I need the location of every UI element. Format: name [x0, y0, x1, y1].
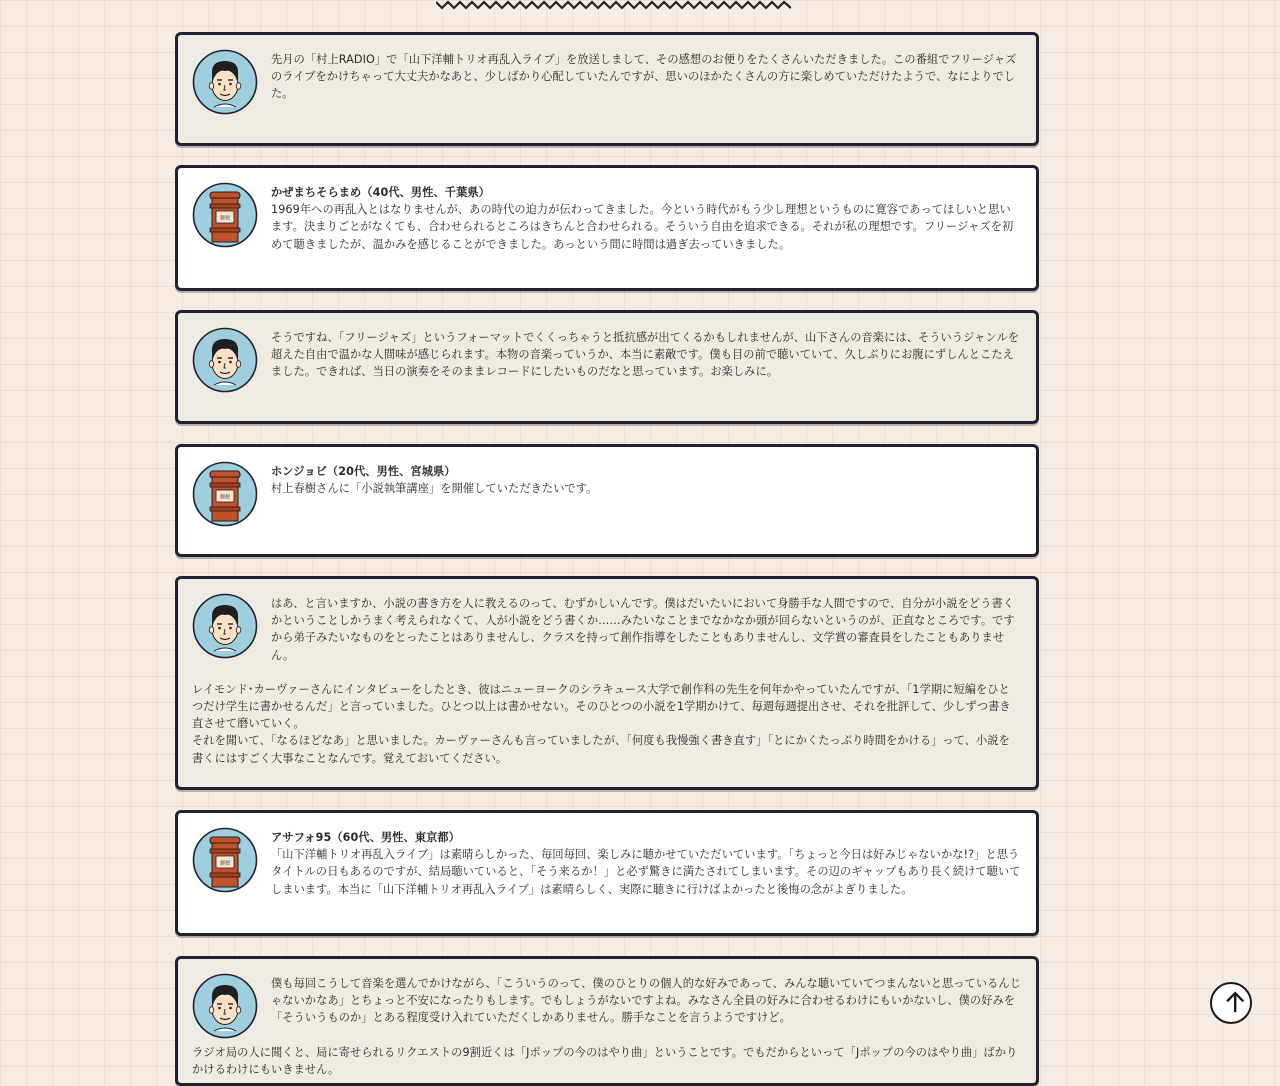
message-body	[271, 447, 1036, 497]
listener-message-card	[175, 810, 1039, 936]
listener-name: ホンジョビ（20代、男性、宮城県）	[271, 465, 456, 478]
message-continuation	[192, 681, 1036, 767]
listener-message-card	[175, 444, 1039, 557]
message-body	[271, 579, 1036, 664]
message-paragraph: 1969年への再乱入とはなりませんが、あの時代の迫力が伝わってきました。今という時代がもう少し理想というものに寛容であってほしいと思います。決まりごとがなくても、合わせられるところはきちんと合わせられる。そういう自由を追求できる。それが私の理想です。フリージャズを初めて聴きましたが、温かみを感じることができました。あっという間に時間は過ぎ去っていきました。	[271, 203, 1014, 251]
message-paragraph: 村上春樹さんに「小説執筆講座」を開催していただきたいです。	[271, 482, 598, 496]
host-message-card	[175, 576, 1039, 790]
back-to-top-button[interactable]	[1210, 982, 1252, 1024]
host-message-card	[175, 32, 1039, 146]
murakami-portrait-icon	[192, 973, 258, 1039]
message-paragraph: 「山下洋輔トリオ再乱入ライブ」は素晴らしかった、毎回毎回、楽しみに聴かせていただいています。「ちょっと今日は好みじゃないかな!?」と思うタイトルの日もあるのですが、結局聴いていると、「そう来るか！」と必ず驚きに満たされてしまいます。その辺のギャップもあり長く続けて聴いてしまいます。本当に「山下洋輔トリオ再乱入ライブ」は素晴らしく、実際に聴きに行けばよかったと後悔の念がよぎりました。	[271, 848, 1021, 896]
message-paragraph: そうですね、「フリージャズ」というフォーマットでくくっちゃうと抵抗感が出てくるかもしれませんが、山下さんの音楽には、そういうジャンルを超えた自由で温かな人間味が感じられます。本物の音楽っていうか、本当に素敵です。僕も目の前で聴いていて、久しぶりにお腹にずしんとこたえました。できれば、当日の演奏をそのままレコードにしたいものだなと思っています。お楽しみに。	[271, 331, 1020, 379]
message-paragraph: レイモンド･カーヴァーさんにインタビューをしたとき、彼はニューヨークのシラキュース大学で創作科の先生を何年かやっていたんですが、「1学期に短編をひとつだけ学生に書かせるんだ」と言っていました。ひとつ以上は書かせない。そのひとつの小説を1学期かけて、毎週毎週提出させ、それを批評して、少しずつ書き直させて磨いていく。	[192, 682, 1011, 731]
listener-name: かぜまちそらまめ（40代、男性、千葉県）	[271, 186, 490, 199]
murakami-portrait-icon	[192, 593, 258, 659]
postbox-icon	[192, 827, 258, 893]
message-body	[271, 313, 1036, 381]
message-body	[271, 168, 1036, 253]
message-paragraph: 僕も毎回こうして音楽を選んでかけながら、「こういうのって、僕のひとりの個人的な好みであって、みんな聴いていてつまんないと思っているんじゃないかなあ」とちょっと不安になったりもします。でもしょうがないですよね。みなさん全員の好みに合わせるわけにもいかないし、僕の好みを「そういうものか」とある程度受け入れていただくしかありません。勝手なことを言うようですけど。	[271, 977, 1021, 1025]
murakami-portrait-icon	[192, 49, 258, 115]
message-paragraph: それを聞いて、「なるほどなあ」と思いました。カーヴァーさんも言っていましたが、「何度も我慢強く書き直す」「とにかくたっぷり時間をかける」って、小説を書くにはすごく大事なことなんです。覚えておいてください。	[192, 734, 1010, 765]
message-body	[271, 35, 1036, 103]
message-body	[271, 813, 1036, 898]
postbox-icon	[192, 182, 258, 248]
listener-name: アサフォ95（60代、男性、東京都）	[271, 831, 461, 844]
listener-message-card	[175, 165, 1039, 291]
message-continuation	[192, 1044, 1036, 1078]
message-body	[271, 959, 1036, 1027]
postbox-label: 郵便	[219, 494, 231, 501]
zigzag-divider	[436, 0, 791, 10]
message-paragraph: ラジオ局の人に聞くと、局に寄せられるリクエストの9割近くは「Jポップの今のはやり曲」ということです。でもだからといって「Jポップの今のはやり曲」ばかりかけるわけにもいきません。	[192, 1045, 1018, 1076]
host-message-card	[175, 310, 1039, 424]
postbox-label: 郵便	[219, 860, 231, 867]
murakami-portrait-icon	[192, 327, 258, 393]
message-paragraph: はあ、と言いますか、小説の書き方を人に教えるのって、むずかしいんです。僕はだいたいにおいて身勝手な人間ですので、自分が小説をどう書くかということしかうまく考えられなくて、人が小説をどう書くか……みたいなことまでなかなか頭が回らないというのが、正直なところです。ですから弟子みたいなものをとったことはありませんし、クラスを持って創作指導をしたこともありませんし、文学賞の審査員をしたこともありません。	[271, 597, 1015, 662]
arrow-up-icon	[1218, 985, 1256, 1023]
postbox-label: 郵便	[219, 215, 231, 222]
postbox-icon	[192, 461, 258, 527]
host-message-card	[175, 956, 1039, 1086]
message-paragraph: 先月の「村上RADIO」で「山下洋輔トリオ再乱入ライブ」を放送しまして、その感想のお便りをたくさんいただきました。この番組でフリージャズのライブをかけちゃって大丈夫かなあと、少しばかり心配していたんですが、思いのほかたくさんの方に楽しめていただけたようで、なによりでした。	[271, 53, 1017, 101]
